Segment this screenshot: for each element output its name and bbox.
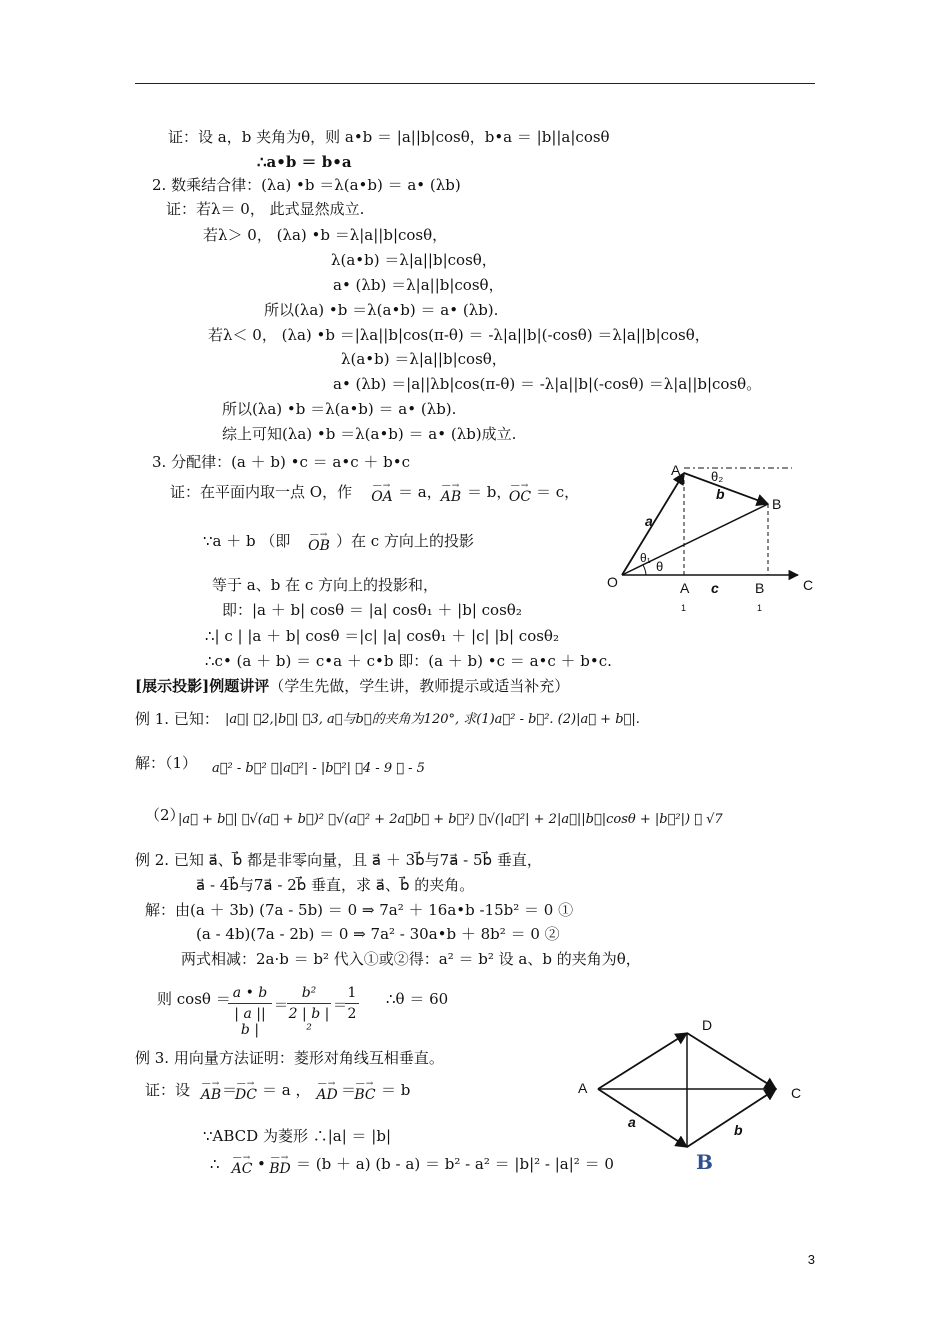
fig1-sub-A1: 1 — [681, 603, 687, 613]
fig1-label-theta2: θ₂ — [711, 469, 724, 484]
fraction-3-numerator: 1 — [347, 985, 357, 1001]
rhombus-figure — [590, 1025, 780, 1155]
assoc-case-negative: 若λ＜ 0， (λa) •b ＝|λa||b|cos(π-θ) ＝ -λ|a||b|(-cosθ) ＝λ|a||b|cosθ， — [208, 326, 710, 344]
edge-dc — [687, 1033, 776, 1089]
eq-b: ＝ b， — [467, 483, 512, 501]
rhombus-condition: ∵ABCD 为菱形 ∴|a| ＝ |b| — [203, 1127, 392, 1145]
assoc-pos-conclusion: 所以(λa) •b ＝λ(a•b) ＝ a• (λb). — [264, 301, 499, 319]
example3-therefore: ∴ — [210, 1155, 220, 1173]
fraction-2-denominator: 2 | b |² — [288, 1006, 330, 1038]
eq-dc-a: ＝ a ， — [262, 1081, 311, 1099]
section-heading-note: （学生先做，学生讲，教师提示或适当补充） — [269, 677, 570, 695]
fraction-1-numerator: a • b — [232, 985, 268, 1001]
vector-ab-2: —→ AB — [200, 1079, 222, 1103]
commutative-conclusion: ∴a•b ＝ b•a — [257, 153, 352, 171]
fig1-label-theta: θ — [656, 559, 664, 574]
fig2-label-D: D — [702, 1017, 713, 1033]
assoc-case-zero: 证：若λ＝ 0， 此式显然成立. — [166, 200, 365, 218]
example1-solution1-math: a⃗² - b⃗² ＝|a⃗²| - |b⃗²| ＝4 - 9 ＝ - 5 — [212, 761, 425, 776]
section-heading-bold: [展示投影]例题讲评 — [135, 677, 270, 695]
projection-line-b: ）在 c 方向上的投影 — [336, 532, 474, 550]
dot-operator: • — [257, 1155, 266, 1173]
theta-arc — [643, 565, 646, 575]
example1-solution1-label: 解：（1） — [135, 754, 198, 772]
example1-solution2-label: （2） — [145, 806, 185, 824]
distributive-conclusion: ∴c• (a ＋ b) ＝ c•a ＋ c•b 即：(a ＋ b) •c ＝ a•c ＋ b•c. — [205, 652, 612, 670]
fig1-label-c: c — [711, 580, 719, 596]
projection-line-a: ∵a ＋ b （即 — [203, 532, 291, 550]
page-number: 3 — [807, 1252, 815, 1267]
vector-bc: —→ BC — [354, 1079, 376, 1103]
assoc-pos-line3: a• (λb) ＝λ|a||b|cosθ， — [333, 276, 504, 294]
section-heading — [135, 677, 569, 695]
fig1-label-A1: A — [680, 580, 690, 596]
fraction-1 — [228, 985, 272, 1038]
fig2-label-a: a — [628, 1114, 636, 1130]
fig1-label-A-top: A — [671, 462, 681, 478]
fig1-label-C: C — [803, 577, 814, 593]
fraction-1-denominator: | a || b | — [234, 1006, 266, 1038]
assoc-summary: 综上可知(λa) •b ＝λ(a•b) ＝ a• (λb)成立. — [222, 425, 517, 443]
projection-sum: 等于 a、b 在 c 方向上的投影和， — [212, 576, 439, 594]
example3-conclusion: ＝ (b ＋ a) (b - a) ＝ b² - a² ＝ |b|² - |a|² ＝ 0 — [296, 1155, 614, 1173]
example3-proof-label: 证：设 — [145, 1081, 191, 1099]
fraction-3-denominator: 2 — [347, 1006, 357, 1022]
projection-multiply: ∴| c | |a ＋ b| cosθ ＝|c| |a| cosθ₁ ＋ |c| |b| cosθ₂ — [205, 627, 559, 645]
vector-b-line — [684, 473, 768, 504]
fig1-label-b: b — [716, 486, 725, 502]
vector-oa: —→ OA — [371, 481, 393, 505]
fig1-label-B: B — [772, 496, 782, 512]
vector-ob: —→ OB — [308, 530, 330, 554]
edge-ab — [598, 1089, 687, 1147]
fig2-label-C: C — [791, 1085, 802, 1101]
assoc-neg-line3: a• (λb) ＝|a||λb|cos(π-θ) ＝ -λ|a||b|(-cosθ) ＝λ|a||b|cosθ。 — [333, 375, 762, 393]
assoc-neg-line2: λ(a•b) ＝λ|a||b|cosθ， — [341, 350, 507, 368]
edge-ad — [598, 1033, 687, 1089]
example2-equation1: 解：由(a ＋ 3b) (7a - 5b) ＝ 0 ⇒ 7a² ＋ 16a•b -15b² ＝ 0 ① — [145, 901, 574, 919]
example1-label: 例 1. 已知： — [135, 710, 219, 728]
example1-statement: |a⃗| ＝2,|b⃗| ＝3, a⃗与b⃗的夹角为120°, 求(1)a⃗² - b⃗². (2)|a⃗ + b⃗|. — [225, 712, 640, 727]
fig1-label-O: O — [607, 574, 618, 590]
vector-oc: —→ OC — [508, 481, 532, 505]
example2-equation2: (a - 4b)(7a - 2b) ＝ 0 ⇒ 7a² - 30a•b ＋ 8b² ＝ 0 ② — [196, 925, 560, 943]
vector-dc: —→ DC — [235, 1079, 257, 1103]
fig1-label-theta1: θ₁ — [640, 551, 651, 565]
equals-1: ＝ — [274, 998, 288, 1014]
distributive-proof-intro: 证：在平面内取一点 O，作 — [170, 483, 353, 501]
fig1-label-a: a — [645, 513, 653, 529]
proof-commutative: 证：设 a，b 夹角为θ，则 a•b ＝ |a||b|cosθ，b•a ＝ |b||a|cosθ — [168, 128, 610, 146]
vector-ac: —→ AC — [231, 1153, 253, 1177]
fig2-label-A: A — [578, 1080, 588, 1096]
assoc-neg-conclusion: 所以(λa) •b ＝λ(a•b) ＝ a• (λb). — [222, 400, 457, 418]
eq-ad-bc: ＝ — [341, 1081, 357, 1099]
assoc-case-positive: 若λ＞ 0， (λa) •b ＝λ|a||b|cosθ， — [203, 226, 448, 244]
eq-bc-b: ＝ b — [381, 1081, 411, 1099]
vector-bd: —→ BD — [269, 1153, 291, 1177]
example1-solution2-math: |a⃗ + b⃗| ＝√(a⃗ + b⃗)² ＝√(a⃗² + 2a⃗b⃗ + b⃗²) ＝√(|a⃗²| + 2|a⃗||b⃗|cosθ + |b⃗²|) ＝ √7 — [178, 812, 723, 827]
example2-answer: ∴θ ＝ 60 — [386, 990, 449, 1008]
eq-a: ＝ a， — [398, 483, 442, 501]
example2-statement: 例 2. 已知 a⃗、b⃗ 都是非零向量，且 a⃗ ＋ 3b⃗与7a⃗ - 5b⃗ 垂直， — [135, 851, 542, 869]
fig1-sub-B1: 1 — [757, 603, 763, 613]
example2-cos-label: 则 cosθ ＝ — [157, 990, 231, 1008]
vector-ad: —→ AD — [316, 1079, 338, 1103]
vector-ab: —→ AB — [440, 481, 462, 505]
fig2-label-B: B — [696, 1150, 713, 1174]
example3-statement: 例 3. 用向量方法证明：菱形对角线互相垂直。 — [135, 1049, 444, 1067]
distributive-law: 3. 分配律：(a ＋ b) •c ＝ a•c ＋ b•c — [152, 453, 410, 471]
fraction-3 — [345, 985, 359, 1022]
example2-statement-cont: a⃗ - 4b⃗与7a⃗ - 2b⃗ 垂直，求 a⃗、b⃗ 的夹角。 — [196, 876, 475, 894]
fig2-label-b: b — [734, 1122, 743, 1138]
header-rule — [135, 83, 815, 84]
projection-equation: 即：|a ＋ b| cosθ ＝ |a| cosθ₁ ＋ |b| cosθ₂ — [222, 601, 522, 619]
fig1-label-B1: B — [755, 580, 765, 596]
projection-figure — [600, 458, 815, 593]
associative-law: 2. 数乘结合律：(λa) •b ＝λ(a•b) ＝ a• (λb) — [152, 176, 461, 194]
assoc-pos-line2: λ(a•b) ＝λ|a||b|cosθ， — [331, 251, 497, 269]
eq-c: ＝ c， — [536, 483, 580, 501]
fraction-2 — [287, 985, 331, 1038]
example2-subtract: 两式相减：2a·b ＝ b² 代入①或②得：a² ＝ b² 设 a、b 的夹角为θ， — [181, 950, 641, 968]
edge-bc — [687, 1089, 776, 1147]
equals-2: ＝ — [333, 998, 347, 1014]
eq-ab-dc: ＝ — [222, 1081, 238, 1099]
fraction-2-numerator: b² — [301, 985, 317, 1001]
